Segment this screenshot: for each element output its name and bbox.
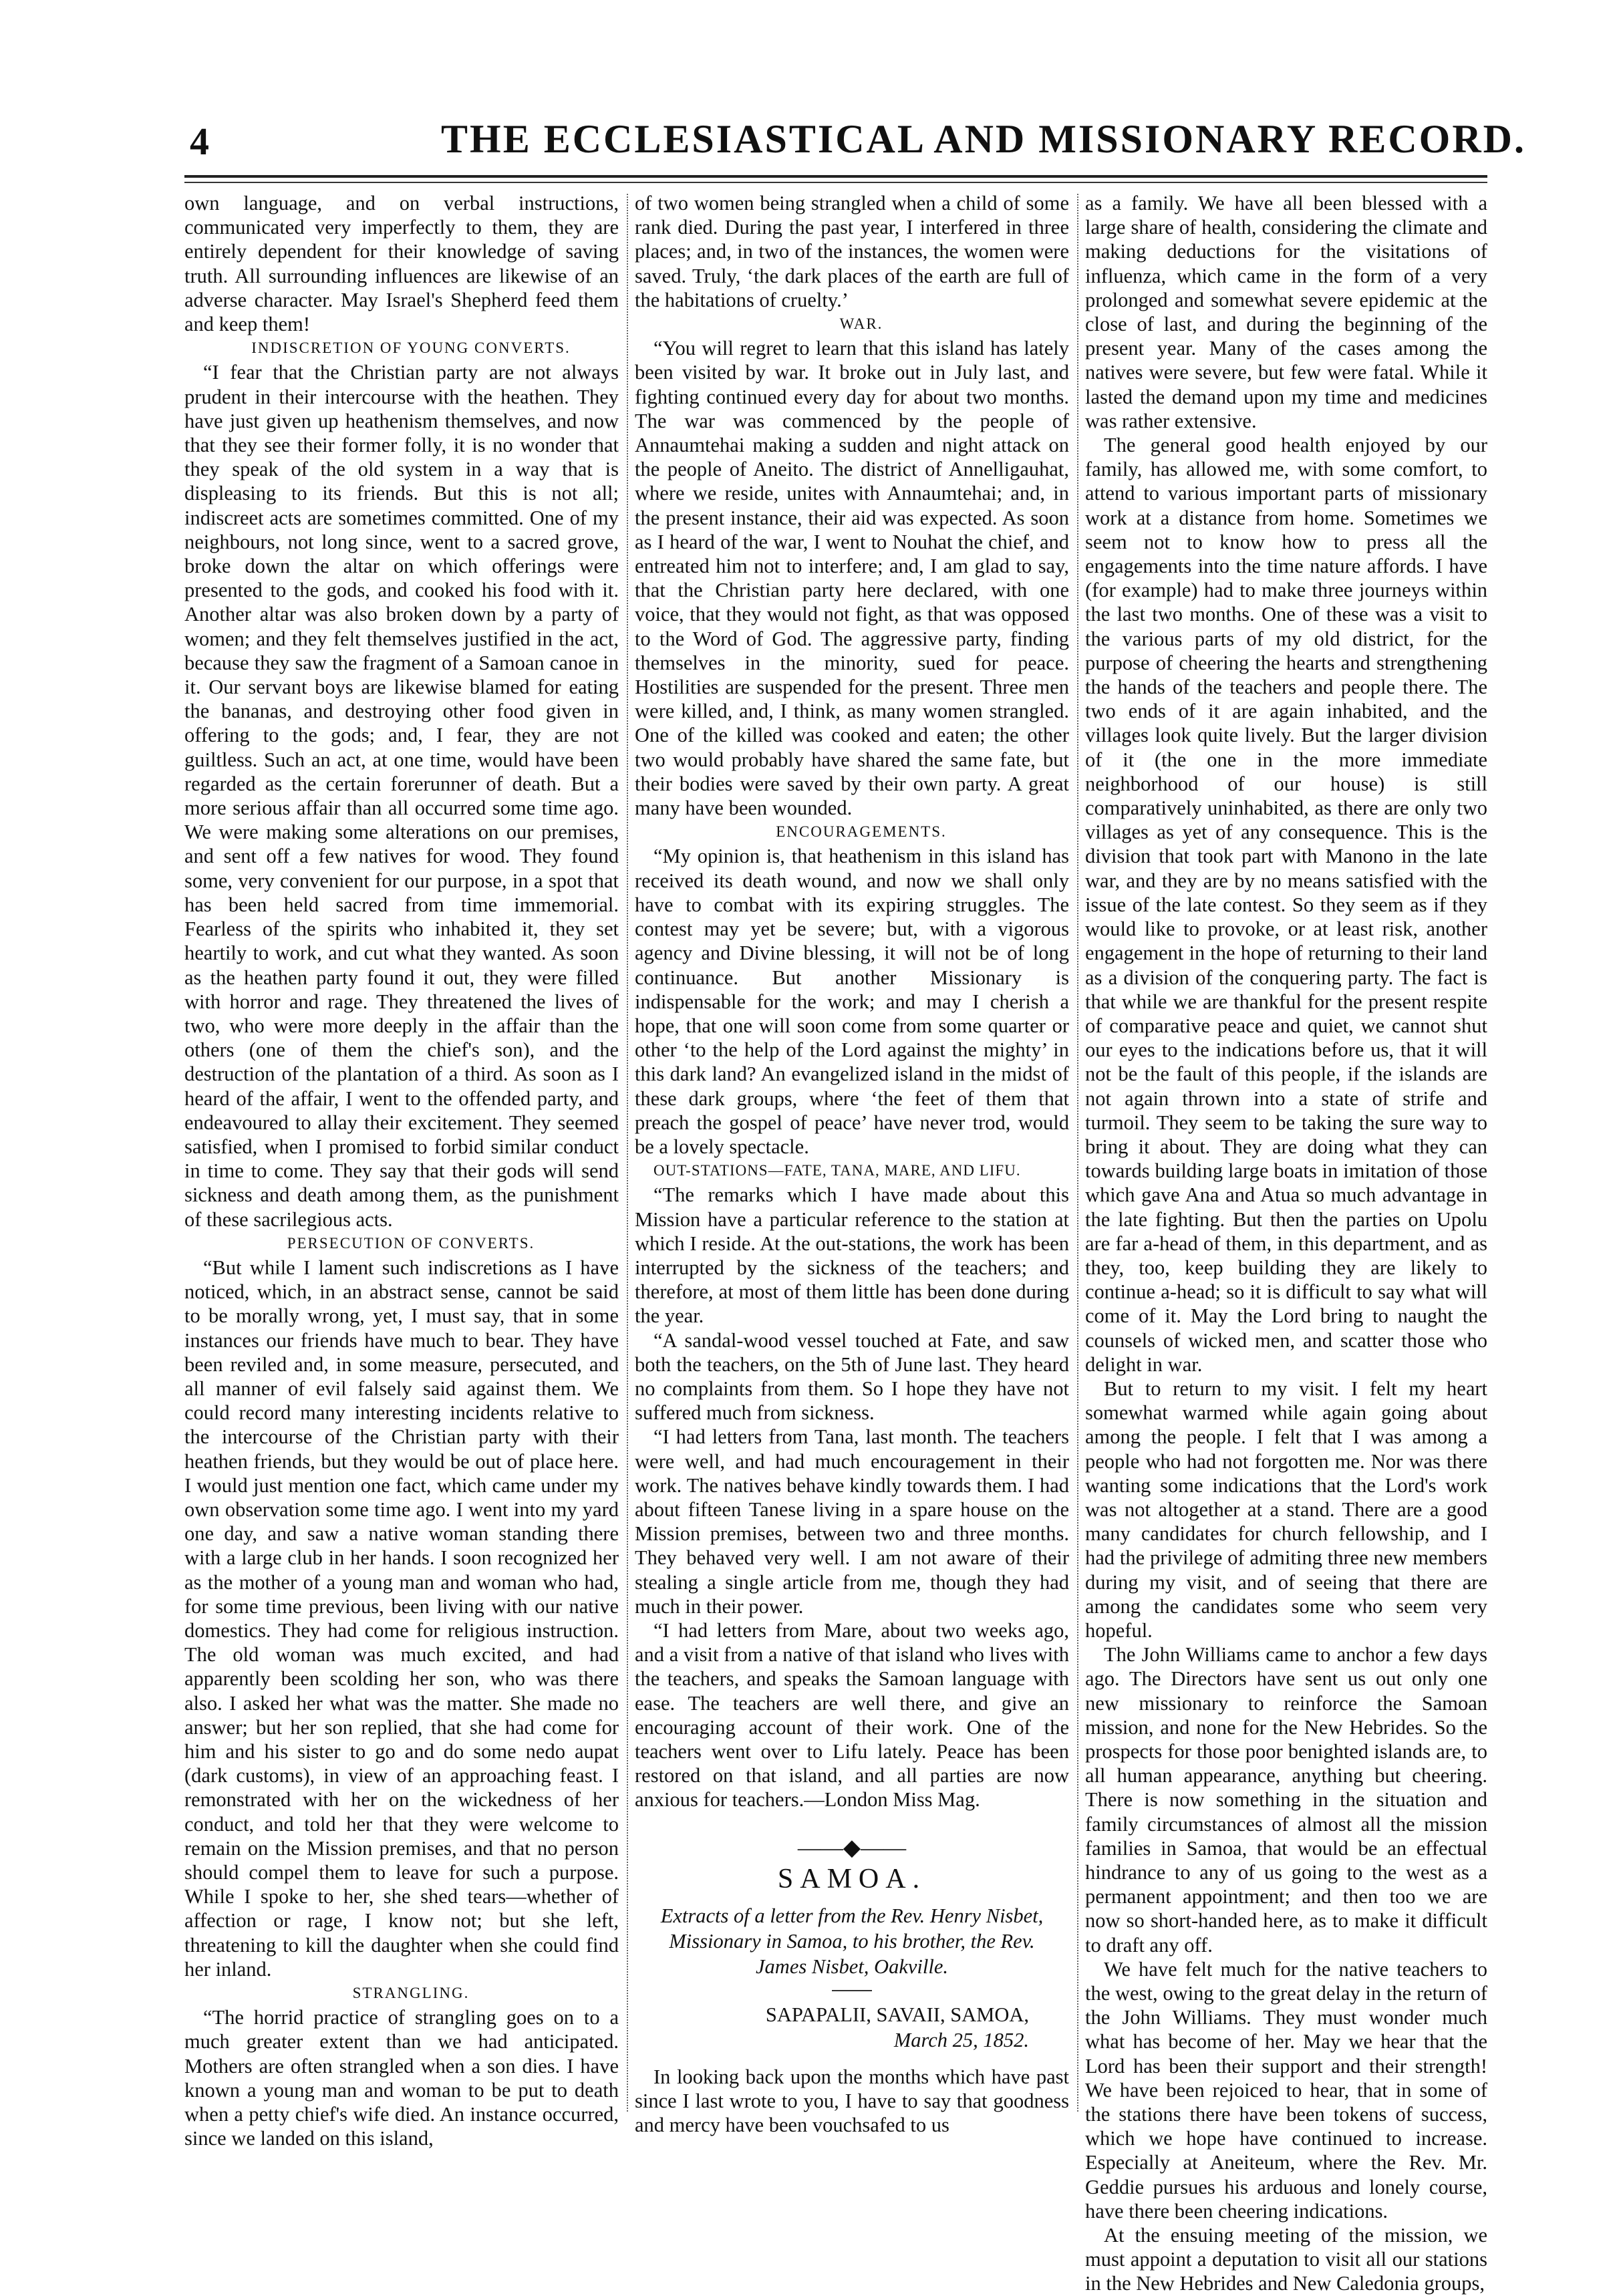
divider: [832, 1990, 872, 1991]
column-divider: [627, 194, 628, 2112]
paragraph: “I had letters from Mare, about two weeks ago, and a visit from a native of that island who lives with the teachers, and speaks the Samoan language with ease. The teachers are well there, and give an encouraging account of their work. One of the teachers went over to Lifu lately. Peace has been restored on that island, and all parties are now anxious for teachers.—London Miss Mag.: [635, 1618, 1069, 1812]
header-rule-thin: [184, 182, 1487, 183]
paragraph: “But while I lament such indiscretions as I have noticed, which, in an abstract sense, cannot be said to be morally wrong, yet, I must say, that in some instances our friends have much to bear. They have been reviled and, in some measure, persecuted, and all manner of evil falsely said against them. We could record many interesting incidents relative to the intercourse of the Christian party with their heathen friends, but they would be out of place here. I would just mention one fact, which came under my own observation some time ago. I went into my yard one day, and saw a native woman standing there with a large club in her hands. I soon recognized her as the mother of a young man and woman who had, for some time previous, been living with our native domestics. They had come for religious instruction. The old woman was much excited, and had apparently been scolding her son, who was there also. I asked her what was the matter. She made no answer; but her son replied, that she had come for him and his sister to go and do some nedo aupat (dark customs), in view of an approaching feast. I remonstrated with her on the wickedness of her conduct, and told her that they were welcome to remain on the Mission premises, and that no person should compel them to leave for such a purpose. While I spoke to her, she shed tears—whether of affection or rage, I know not; but she left, threatening to kill the daughter when she could find her inland.: [184, 1256, 619, 1981]
paragraph: “You will regret to learn that this island has lately been visited by war. It broke out in July last, and fighting continued every day for about two months. The war was commenced by the people of Annaumtehai making a sudden and night attack on the people of Aneito. The district of Annelligauhat, where we reside, unites with Annaumtehai; and, in the present instance, their aid was expected. As soon as I heard of the war, I went to Nouhat the chief, and entreated him not to interfere; and, I am glad to say, that the Christian party here declared, with one voice, that they would not fight, as that was opposed to the Word of God. The aggressive party, finding themselves in the minority, sued for peace. Hostilities are suspended for the present. Three men were killed, and, I think, as many women strangled. One of the killed was cooked and eaten; the other two would probably have shared the same fate, but their bodies were saved by their own party. A great many have been wounded.: [635, 337, 1069, 820]
paragraph: of two women being strangled when a child of some rank died. During the past year, I interfered in three places; and, in two of the instances, the women were saved. Truly, ‘the dark places of the earth are full of the habitations of cruelty.’: [635, 192, 1069, 311]
header-rule: [184, 175, 1487, 178]
section-heading: WAR.: [839, 315, 883, 333]
section-heading: OUT-STATIONS—FATE, TANA, MARE, AND LIFU.: [653, 1162, 1021, 1179]
section-heading: PERSECUTION OF CONVERTS.: [287, 1234, 535, 1252]
dateline-date: March 25, 1852.: [893, 2029, 1029, 2052]
paragraph: The general good health enjoyed by our family, has allowed me, with some comfort, to attend to various important parts of missionary work at a distance from home. Sometimes we seem not to know how to press all the engagements into the time nature affords. I have (for example) had to make three journeys within the last two months. One of these was a visit to the various parts of my old district, for the purpose of cheering the hearts and strengthening the hands of the teachers and people there. The two ends of it are again inhabited, and the villages look quite lively. But the larger division of it (the one in the more immediate neighborhood of our house) is still comparatively uninhabited, as there are only two villages as yet of any consequence. This is the division that took part with Manono in the late war, and they are by no means satisfied with the issue of the late contest. So they seem as if they would like to provoke, or at least risk, another engagement in the hope of returning to their land as a division of the conquering party. The fact is that while we are thankful for the present respite of comparative peace and quiet, we cannot shut our eyes to the indications before us, that it will not be the fault of this people, if the islands are not again thrown into a state of strife and turmoil. They seem to be taking the sure way to bring it about. They are doing what they can towards building large boats in imitation of those which gave Ana and Atua so much advantage in the late fighting. But then the parties on Upolu are far a-head of them, in this department, and as they, too, keep building they are likely to continue a-head; so it is difficult to say what will come of it. May the Lord bring to naught the counsels of wicked men, and scatter those who delight in war.: [1085, 434, 1487, 1376]
paragraph: “A sandal-wood vessel touched at Fate, and saw both the teachers, on the 5th of June last. They heard no complaints from them. So I hope they have not suffered much from sickness.: [635, 1328, 1069, 1425]
paragraph: “The remarks which I have made about this Mission have a particular reference to the station at which I reside. At the out-stations, the work has been interrupted by the sickness of the teachers; and therefore, at most of them little has been done during the year.: [635, 1183, 1069, 1328]
paragraph: “My opinion is, that heathenism in this island has received its death wound, and now we shall only have to combat with its expiring struggles. The contest may yet be severe; but, with a vigorous agency and Divine blessing, it will not be of long continuance. But another Missionary is indispensable for the work; and may I cherish a hope, that one will soon come from some quarter or other ‘to the help of the Lord against the mighty’ in this dark land? An evangelized island in the midst of these dark groups, where ‘the feet of them that preach the gospel of peace’ have never trod, would be a lovely spectacle.: [635, 845, 1069, 1158]
column-3: [1085, 191, 1487, 2296]
section-heading: INDISCRETION OF YOUNG CONVERTS.: [251, 339, 571, 357]
section-heading: STRANGLING.: [352, 1985, 470, 2002]
section-heading: ENCOURAGEMENTS.: [776, 823, 947, 841]
paragraph: We have felt much for the native teachers to the west, owing to the great delay in the return of the John Williams. They must wonder much what has become of her. May we hear that the Lord has been their support and their strength! We have been rejoiced to hear, that in some of the stations there have been tokens of success, which we hope have continued to increase. Especially at Aneiteum, where the Rev. Mr. Geddie pursues his arduous and lonely course, have there been cheering indications.: [1085, 1957, 1487, 2222]
paragraph: In looking back upon the months which have past since I last wrote to you, I have to say that goodness and mercy have been vouchsafed to us: [635, 2065, 1069, 2137]
paragraph: At the ensuing meeting of the mission, we must appoint a deputation to visit all our stations in the New Hebrides and New Caledonia groups,: [1085, 2224, 1487, 2295]
paragraph: “The horrid practice of strangling goes on to a much greater extent than we had anticipated. Mothers are often strangled when a son dies. I have known a young man and woman to be put to death when a petty chief's wife died. An instance occurred, since we landed on this island,: [184, 2006, 619, 2150]
column-2: [635, 191, 1069, 2138]
ornamental-divider: ——◆——: [797, 1835, 907, 1860]
paragraph: own language, and on verbal instructions, communicated very imperfectly to them, they are entirely dependent for their knowledge of saving truth. All surrounding influences are likewise of an adverse character. May Israel's Shepherd feed them and keep them!: [184, 192, 619, 336]
page-number: 4: [190, 120, 209, 163]
article-subtitle: Extracts of a letter from the Rev. Henry Nisbet, Missionary in Samoa, to his brother, the Rev. James Nisbet, Oakville.: [660, 1904, 1044, 1979]
dateline: [635, 2002, 1069, 2053]
paragraph: “I fear that the Christian party are not always prudent in their intercourse with the heathen. They have just given up heathenism themselves, and now that they see their former folly, it is no wonder that they speak of the old system in a way that is displeasing to its friends. But this is not all; indiscreet acts are sometimes committed. One of my neighbours, not long since, went to a sacred grove, broke down the altar on which offerings were presented to the gods, and cooked his food with it. Another altar was also broken down by a party of women; and they felt themselves justified in the act, because they saw the fragment of a Samoan canoe in it. Our servant boys are likewise blamed for eating the bananas, and destroying other food given in offering to the gods; and, I fear, they are not guiltless. Such an act, at one time, would have been regarded as the certain forerunner of death. But a more serious affair than all occurred some time ago. We were making some alterations on our premises, and sent off a few natives for wood. They found some, very convenient for our purpose, in a spot that has been held sacred from time immemorial. Fearless of the spirits who inhabited it, they set heartily to work, and cut what they wanted. As soon as the heathen party found it out, they were filled with horror and rage. They threatened the lives of two, who were more deeply in the affair than the others (one of them the chief's son), and the destruction of the plantation of a third. As soon as I heard of the affair, I went to the offended party, and endeavoured to allay their excitement. They seemed satisfied, when I promised to forbid similar conduct in time to come. They say that their gods will send sickness and death among them, as the punishment of these sacrilegious acts.: [184, 361, 619, 1231]
paragraph: But to return to my visit. I felt my heart somewhat warmed while again going about among the people. I felt that I was among a people who had not forgotten me. Nor was there wanting some indications that the Lord's work was not altogether at a stand. There are a good many candidates for church fellowship, and I had the privilege of admiting three new members during my visit, and of seeing that there are among the candidates some who seem very hopeful.: [1085, 1377, 1487, 1642]
dateline-place: SAPAPALII, SAVAII, SAMOA,: [765, 2003, 1029, 2027]
article-title: SAMOA.: [777, 1863, 927, 1894]
paragraph: “I had letters from Tana, last month. The teachers were well, and had much encouragement in their work. The natives behave kindly towards them. I had about fifteen Tanese living in a spare house on the Mission premises, between two and three months. They behaved very well. I am not aware of their stealing a single article from me, though they had much in their power.: [635, 1425, 1069, 1618]
paragraph: as a family. We have all been blessed with a large share of health, considering the climate and making deductions for the visitations of influenza, which came in the form of a very prolonged and somewhat severe epidemic at the close of last, and during the beginning of the present year. Many of the cases among the natives were severe, but few were fatal. While it lasted the demand upon my time and medicines was rather extensive.: [1085, 192, 1487, 432]
page-header: [180, 100, 1526, 167]
publication-title: THE ECCLESIASTICAL AND MISSIONARY RECORD.: [441, 117, 1526, 161]
column-1: [184, 191, 619, 2150]
column-divider: [1077, 194, 1078, 2112]
paragraph: The John Williams came to anchor a few days ago. The Directors have sent us out only one new missionary to reinforce the Samoan mission, and none for the New Hebrides. So the prospects for those poor benighted islands are, to all human appearance, anything but cheering. There is now something in the situation and family circumstances of almost all the mission families in Samoa, that would be an effectual hindrance to any of us going to the west as a permanent appointment; and then too we are now so short-handed here, as to make it difficult to draft any off.: [1085, 1643, 1487, 1957]
